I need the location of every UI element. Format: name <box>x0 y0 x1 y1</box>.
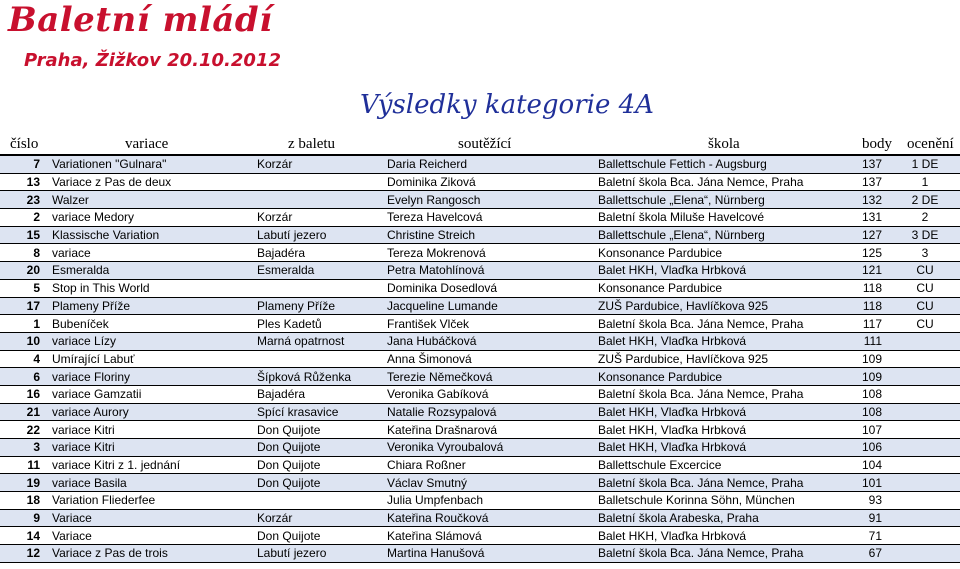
cell-soutezici: Anna Šimonová <box>387 350 598 368</box>
cell-z-baletu <box>257 350 387 368</box>
cell-soutezici: František Vlček <box>387 315 598 333</box>
cell-skola: Ballettschule „Elena“, Nürnberg <box>598 226 848 244</box>
header-variace: variace <box>125 136 169 152</box>
cell-skola: Baletní škola Bca. Jána Nemce, Praha <box>598 474 848 492</box>
cell-body: 67 <box>848 545 890 563</box>
cell-z-baletu: Spící krasavice <box>257 403 387 421</box>
table-row <box>0 474 960 492</box>
cell-z-baletu <box>257 173 387 191</box>
cell-z-baletu <box>257 492 387 510</box>
cell-variace: Variace z Pas de deux <box>52 173 257 191</box>
cell-cislo: 6 <box>0 368 52 386</box>
cell-skola: Ballettschule Excercice <box>598 456 848 474</box>
cell-oceneni: CU <box>890 297 960 315</box>
cell-body: 108 <box>848 385 890 403</box>
cell-body: 107 <box>848 421 890 439</box>
cell-soutezici: Kateřina Drašnarová <box>387 421 598 439</box>
table-row <box>0 244 960 262</box>
cell-oceneni: CU <box>890 262 960 280</box>
cell-soutezici: Daria Reicherd <box>387 156 598 173</box>
cell-skola: Balet HKH, Vlaďka Hrbková <box>598 439 848 457</box>
cell-soutezici: Jana Hubáčková <box>387 332 598 350</box>
cell-cislo: 2 <box>0 209 52 227</box>
table-row <box>0 297 960 315</box>
cell-skola: Konsonance Pardubice <box>598 279 848 297</box>
cell-skola: Balet HKH, Vlaďka Hrbková <box>598 421 848 439</box>
cell-cislo: 3 <box>0 439 52 457</box>
cell-soutezici: Natalie Rozsypalová <box>387 403 598 421</box>
cell-z-baletu: Marná opatrnost <box>257 332 387 350</box>
cell-z-baletu: Bajadéra <box>257 385 387 403</box>
cell-cislo: 23 <box>0 191 52 209</box>
cell-z-baletu: Labutí jezero <box>257 545 387 563</box>
table-row <box>0 421 960 439</box>
cell-skola: Balet HKH, Vlaďka Hrbková <box>598 332 848 350</box>
cell-z-baletu: Korzár <box>257 156 387 173</box>
cell-cislo: 7 <box>0 156 52 173</box>
cell-oceneni <box>890 509 960 527</box>
table-row <box>0 262 960 280</box>
results-table <box>0 156 960 563</box>
cell-variace: variace Gamzatii <box>52 385 257 403</box>
cell-cislo: 9 <box>0 509 52 527</box>
cell-soutezici: Tereza Mokrenová <box>387 244 598 262</box>
cell-body: 101 <box>848 474 890 492</box>
cell-soutezici: Julia Umpfenbach <box>387 492 598 510</box>
cell-z-baletu <box>257 279 387 297</box>
cell-body: 109 <box>848 368 890 386</box>
table-row <box>0 509 960 527</box>
cell-cislo: 18 <box>0 492 52 510</box>
cell-oceneni <box>890 456 960 474</box>
cell-soutezici: Kateřina Slámová <box>387 527 598 545</box>
cell-soutezici: Veronika Vyroubalová <box>387 439 598 457</box>
cell-cislo: 8 <box>0 244 52 262</box>
cell-oceneni <box>890 492 960 510</box>
header-oceneni: ocenění <box>907 136 954 152</box>
cell-body: 71 <box>848 527 890 545</box>
cell-variace: variace <box>52 244 257 262</box>
cell-soutezici: Tereza Havelcová <box>387 209 598 227</box>
table-row <box>0 209 960 227</box>
cell-oceneni <box>890 368 960 386</box>
cell-skola: Baletní škola Bca. Jána Nemce, Praha <box>598 173 848 191</box>
cell-oceneni <box>890 545 960 563</box>
cell-oceneni <box>890 385 960 403</box>
cell-variace: Walzer <box>52 191 257 209</box>
cell-variace: Klassische Variation <box>52 226 257 244</box>
table-row <box>0 439 960 457</box>
table-row <box>0 350 960 368</box>
cell-oceneni: 3 DE <box>890 226 960 244</box>
cell-z-baletu: Don Quijote <box>257 474 387 492</box>
cell-variace: Variation Fliederfee <box>52 492 257 510</box>
cell-oceneni: 2 DE <box>890 191 960 209</box>
cell-z-baletu: Labutí jezero <box>257 226 387 244</box>
cell-cislo: 11 <box>0 456 52 474</box>
cell-variace: Bubeníček <box>52 315 257 333</box>
cell-variace: variace Floriny <box>52 368 257 386</box>
header-skola: škola <box>708 136 740 152</box>
cell-oceneni <box>890 332 960 350</box>
cell-cislo: 10 <box>0 332 52 350</box>
cell-variace: Plameny Příže <box>52 297 257 315</box>
header-cislo: číslo <box>10 136 39 152</box>
cell-skola: Balet HKH, Vlaďka Hrbková <box>598 262 848 280</box>
cell-cislo: 5 <box>0 279 52 297</box>
cell-oceneni: CU <box>890 279 960 297</box>
header-soutezici: soutěžící <box>458 136 512 152</box>
cell-variace: variace Kitri <box>52 439 257 457</box>
cell-oceneni <box>890 439 960 457</box>
cell-cislo: 14 <box>0 527 52 545</box>
cell-oceneni: 3 <box>890 244 960 262</box>
cell-z-baletu: Korzár <box>257 509 387 527</box>
cell-oceneni: 1 DE <box>890 156 960 173</box>
cell-skola: Ballettschule „Elena“, Nürnberg <box>598 191 848 209</box>
cell-oceneni <box>890 527 960 545</box>
cell-z-baletu: Don Quijote <box>257 439 387 457</box>
cell-variace: variace Medory <box>52 209 257 227</box>
table-row <box>0 173 960 191</box>
cell-cislo: 15 <box>0 226 52 244</box>
cell-skola: Konsonance Pardubice <box>598 244 848 262</box>
cell-cislo: 16 <box>0 385 52 403</box>
table-row <box>0 315 960 333</box>
table-row <box>0 226 960 244</box>
cell-cislo: 21 <box>0 403 52 421</box>
cell-cislo: 4 <box>0 350 52 368</box>
cell-cislo: 19 <box>0 474 52 492</box>
table-row <box>0 403 960 421</box>
cell-skola: Konsonance Pardubice <box>598 368 848 386</box>
header-z-baletu: z baletu <box>288 136 336 152</box>
cell-body: 127 <box>848 226 890 244</box>
cell-variace: variace Kitri <box>52 421 257 439</box>
cell-body: 131 <box>848 209 890 227</box>
table-row <box>0 368 960 386</box>
cell-oceneni: 1 <box>890 173 960 191</box>
cell-skola: ZUŠ Pardubice, Havlíčkova 925 <box>598 297 848 315</box>
table-row <box>0 456 960 474</box>
cell-soutezici: Evelyn Rangosch <box>387 191 598 209</box>
cell-body: 121 <box>848 262 890 280</box>
cell-z-baletu: Don Quijote <box>257 421 387 439</box>
cell-soutezici: Václav Smutný <box>387 474 598 492</box>
cell-z-baletu: Don Quijote <box>257 456 387 474</box>
cell-skola: Baletní škola Bca. Jána Nemce, Praha <box>598 385 848 403</box>
cell-z-baletu: Don Quijote <box>257 527 387 545</box>
cell-body: 91 <box>848 509 890 527</box>
cell-skola: Baletní škola Arabeska, Praha <box>598 509 848 527</box>
cell-oceneni <box>890 403 960 421</box>
cell-variace: variace Lízy <box>52 332 257 350</box>
cell-variace: variace Basila <box>52 474 257 492</box>
cell-body: 118 <box>848 279 890 297</box>
category-title: Výsledky kategorie 4A <box>360 90 654 120</box>
cell-cislo: 13 <box>0 173 52 191</box>
results-body <box>0 156 960 562</box>
cell-soutezici: Jacqueline Lumande <box>387 297 598 315</box>
table-row <box>0 545 960 563</box>
cell-skola: Baletní škola Bca. Jána Nemce, Praha <box>598 545 848 563</box>
cell-variace: Variace <box>52 527 257 545</box>
cell-variace: variace Aurory <box>52 403 257 421</box>
cell-oceneni <box>890 421 960 439</box>
cell-z-baletu: Ples Kadetů <box>257 315 387 333</box>
cell-skola: Baletní škola Bca. Jána Nemce, Praha <box>598 315 848 333</box>
cell-soutezici: Dominika Dosedlová <box>387 279 598 297</box>
cell-soutezici: Martina Hanušová <box>387 545 598 563</box>
cell-body: 93 <box>848 492 890 510</box>
table-row <box>0 527 960 545</box>
table-row <box>0 385 960 403</box>
cell-body: 111 <box>848 332 890 350</box>
cell-z-baletu: Korzár <box>257 209 387 227</box>
cell-z-baletu: Bajadéra <box>257 244 387 262</box>
cell-soutezici: Christine Streich <box>387 226 598 244</box>
cell-oceneni: 2 <box>890 209 960 227</box>
cell-soutezici: Chiara Roßner <box>387 456 598 474</box>
cell-body: 137 <box>848 156 890 173</box>
cell-variace: Esmeralda <box>52 262 257 280</box>
cell-body: 106 <box>848 439 890 457</box>
cell-body: 132 <box>848 191 890 209</box>
cell-cislo: 17 <box>0 297 52 315</box>
table-header <box>0 134 960 154</box>
cell-soutezici: Terezie Němečková <box>387 368 598 386</box>
table-row <box>0 332 960 350</box>
cell-body: 104 <box>848 456 890 474</box>
cell-variace: Variace z Pas de trois <box>52 545 257 563</box>
cell-z-baletu: Plameny Příže <box>257 297 387 315</box>
cell-cislo: 12 <box>0 545 52 563</box>
cell-skola: ZUŠ Pardubice, Havlíčkova 925 <box>598 350 848 368</box>
cell-skola: Baletní škola Miluše Havelcové <box>598 209 848 227</box>
cell-cislo: 22 <box>0 421 52 439</box>
event-subtitle: Praha, Žižkov 20.10.2012 <box>24 50 281 71</box>
cell-soutezici: Kateřina Roučková <box>387 509 598 527</box>
header-body: body <box>862 136 892 152</box>
cell-body: 108 <box>848 403 890 421</box>
cell-variace: Umírající Labuť <box>52 350 257 368</box>
cell-cislo: 20 <box>0 262 52 280</box>
table-row <box>0 492 960 510</box>
cell-oceneni <box>890 474 960 492</box>
cell-variace: Variace <box>52 509 257 527</box>
cell-body: 109 <box>848 350 890 368</box>
table-row <box>0 279 960 297</box>
cell-z-baletu <box>257 191 387 209</box>
cell-body: 125 <box>848 244 890 262</box>
cell-soutezici: Veronika Gabíková <box>387 385 598 403</box>
cell-oceneni <box>890 350 960 368</box>
cell-variace: variace Kitri z 1. jednání <box>52 456 257 474</box>
cell-variace: Variationen "Gulnara" <box>52 156 257 173</box>
cell-body: 118 <box>848 297 890 315</box>
cell-z-baletu: Esmeralda <box>257 262 387 280</box>
cell-body: 137 <box>848 173 890 191</box>
document-title: Baletní mládí <box>8 0 273 40</box>
table-row <box>0 156 960 173</box>
cell-oceneni: CU <box>890 315 960 333</box>
cell-skola: Balletschule Korinna Söhn, München <box>598 492 848 510</box>
cell-cislo: 1 <box>0 315 52 333</box>
cell-skola: Balet HKH, Vlaďka Hrbková <box>598 403 848 421</box>
cell-skola: Balet HKH, Vlaďka Hrbková <box>598 527 848 545</box>
cell-skola: Ballettschule Fettich - Augsburg <box>598 156 848 173</box>
cell-variace: Stop in This World <box>52 279 257 297</box>
cell-soutezici: Dominika Ziková <box>387 173 598 191</box>
table-row <box>0 191 960 209</box>
cell-body: 117 <box>848 315 890 333</box>
cell-soutezici: Petra Matohlínová <box>387 262 598 280</box>
cell-z-baletu: Šípková Růženka <box>257 368 387 386</box>
